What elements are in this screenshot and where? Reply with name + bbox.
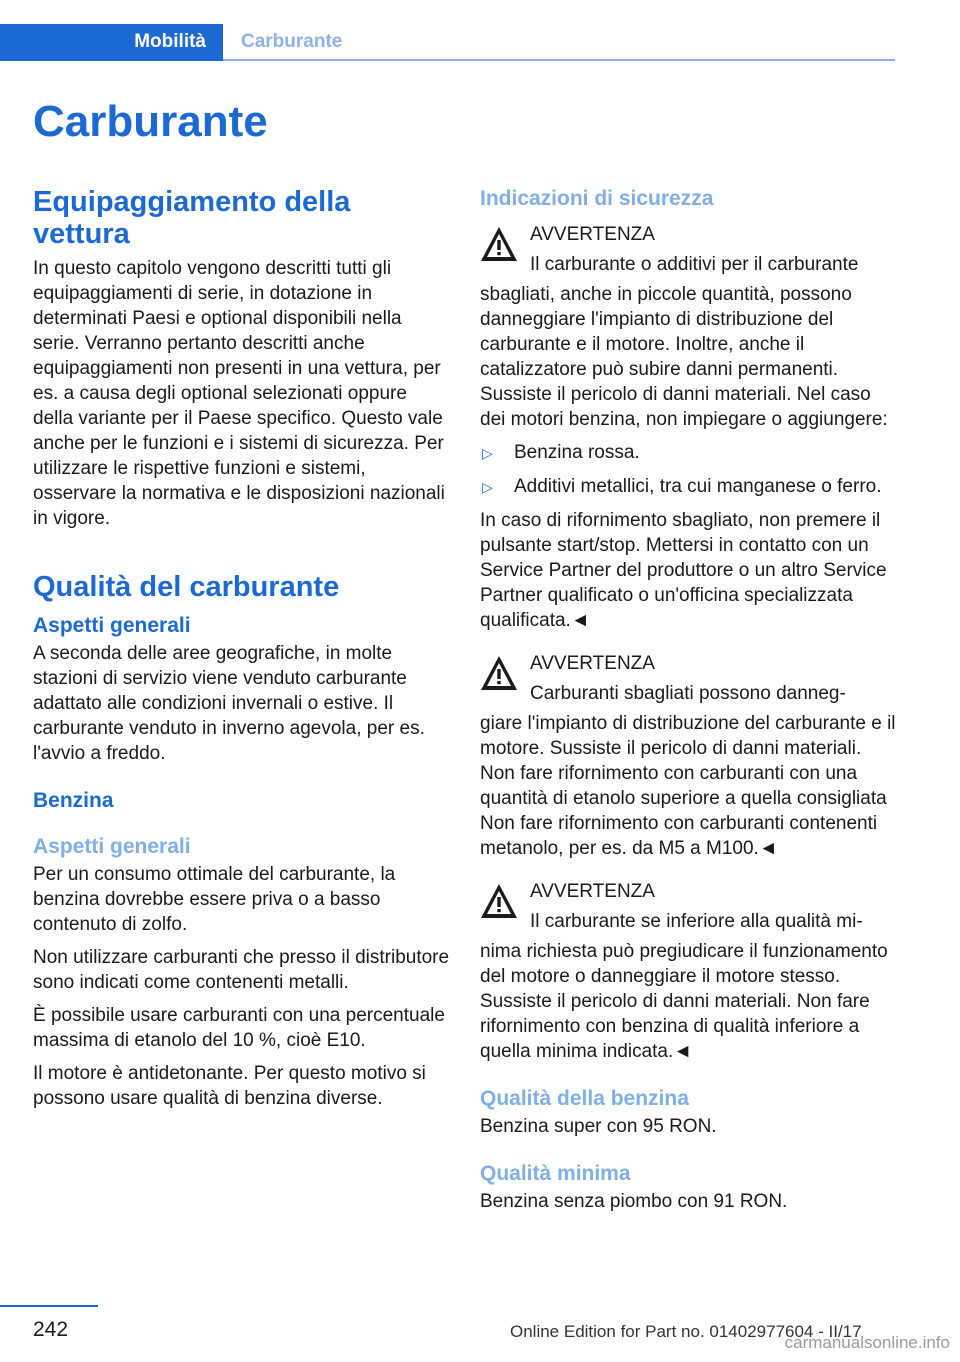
edition-note: Online Edition for Part no. 01402977604 - II/17 <box>510 1322 862 1341</box>
paragraph-qualita-minima: Benzina senza piombo con 91 RON. <box>480 1191 788 1212</box>
paragraph-benzina-4: Il motore è antidetonante. Per questo motivo si possono usare qualità di benzina diverse. <box>33 1063 426 1109</box>
paragraph-benzina-2: Non utilizzare carburanti che presso il distributore sono indicati come contenenti metalli. <box>33 947 450 993</box>
page-number: 242 <box>33 1318 69 1341</box>
watermark: carmanualsonline.info <box>784 1333 950 1352</box>
paragraph-aspetti-generali: A seconda delle aree geografiche, in molte stazioni di servizio viene venduto carburante adattato alle condizioni invernali o estive. Il carburante venduto in inverno agevola, per es. l'avvio a freddo. <box>33 643 425 764</box>
paragraph-rifornimento-sbagliato: In caso di rifornimento sbagliato, non premere il pulsante start/stop. Mettersi in contatto con un Service Partner del produttore o un altro Service Partner qualificato o un'officina specializzata qualificata.◄ <box>480 510 887 631</box>
warning-block-3 <box>480 879 896 1064</box>
warning-first-line: Il carburante o additivi per il carburante <box>530 254 859 275</box>
heading-benzina: Benzina <box>33 789 114 812</box>
warning-triangle-icon <box>480 883 518 919</box>
heading-aspetti-generali-benzina: Aspetti generali <box>33 835 191 858</box>
warning-triangle-icon <box>480 655 518 691</box>
heading-indicazioni-sicurezza: Indicazioni di sicurezza <box>480 187 714 210</box>
page-header <box>0 24 895 61</box>
triangle-bullet-icon: ▷ <box>482 479 493 495</box>
warning-block-2 <box>480 651 896 861</box>
paragraph-qualita-benzina: Benzina super con 95 RON. <box>480 1116 717 1137</box>
header-divider <box>223 59 895 61</box>
section-tab[interactable] <box>0 24 223 61</box>
left-column <box>33 186 451 1119</box>
right-column <box>480 186 896 1222</box>
warning-first-line: Il carburante se inferiore alla qualità mi- <box>530 911 863 932</box>
triangle-bullet-icon: ▷ <box>482 445 493 461</box>
warning-body: giare l'impianto di distribuzione del carburante e il motore. Sussiste il pericolo di danni materiali. Non fare rifornimento con carburanti con una quantità di etanolo superiore a quella consigliata Non fare rifornimento con carburanti contenenti metanolo, per es. da M5 a M100.◄ <box>480 713 896 859</box>
warning-block-1 <box>480 222 896 432</box>
bullet-list <box>480 440 896 499</box>
section-tab-label: Mobilità <box>134 31 206 52</box>
chapter-tab-label[interactable]: Carburante <box>241 31 343 52</box>
heading-qualita-minima: Qualità minima <box>480 1162 631 1185</box>
paragraph-benzina-1: Per un consumo ottimale del carburante, la benzina dovrebbe essere priva o a basso contenuto di zolfo. <box>33 864 396 935</box>
list-item: ▷ Additivi metallici, tra cui manganese o ferro. <box>480 474 896 499</box>
heading-qualita-carburante: Qualità del carburante <box>33 571 340 603</box>
warning-label: AVVERTENZA <box>530 881 655 902</box>
heading-equipaggiamento: Equipaggiamento della vettura <box>33 186 351 250</box>
list-item: ▷ Benzina rossa. <box>480 440 896 465</box>
paragraph-benzina-3: È possibile usare carburanti con una percentuale massima di etanolo del 10 %, cioè E10. <box>33 1005 445 1051</box>
warning-label: AVVERTENZA <box>530 224 655 245</box>
footer-divider <box>0 1305 98 1307</box>
warning-body: nima richiesta può pregiudicare il funzionamento del motore o danneggiare il motore stesso. Sussiste il pericolo di danni materiali. Non fare rifornimento con benzina di qualità inferiore a quella minima indicata.◄ <box>480 941 888 1062</box>
heading-aspetti-generali: Aspetti generali <box>33 614 191 637</box>
warning-label: AVVERTENZA <box>530 653 655 674</box>
warning-triangle-icon <box>480 226 518 262</box>
paragraph-equipaggiamento: In questo capitolo vengono descritti tutti gli equipaggiamenti di serie, in dotazione in determinati Paesi e optional disponibili nella serie. Verranno pertanto descritti anche equipaggiamenti non presenti in una vettura, per es. a causa degli optional selezionati oppure della variante per il Paese specifico. Questo vale anche per le funzioni e i sistemi di sicurezza. Per utilizzare le rispettive funzioni e sistemi, osservare la normativa e le disposizioni nazionali in vigore. <box>33 258 445 529</box>
warning-body: sbagliati, anche in piccole quantità, possono danneggiare l'impianto di distribuzione del carburante e il motore. Inoltre, anche il catalizzatore può subire danni permanenti. Sussiste il pericolo di danni materiali. Nel caso dei motori benzina, non impiegare o aggiungere: <box>480 284 888 430</box>
warning-first-line: Carburanti sbagliati possono danneg- <box>530 683 846 704</box>
heading-qualita-benzina: Qualità della benzina <box>480 1087 689 1110</box>
page-title: Carburante <box>33 97 268 146</box>
